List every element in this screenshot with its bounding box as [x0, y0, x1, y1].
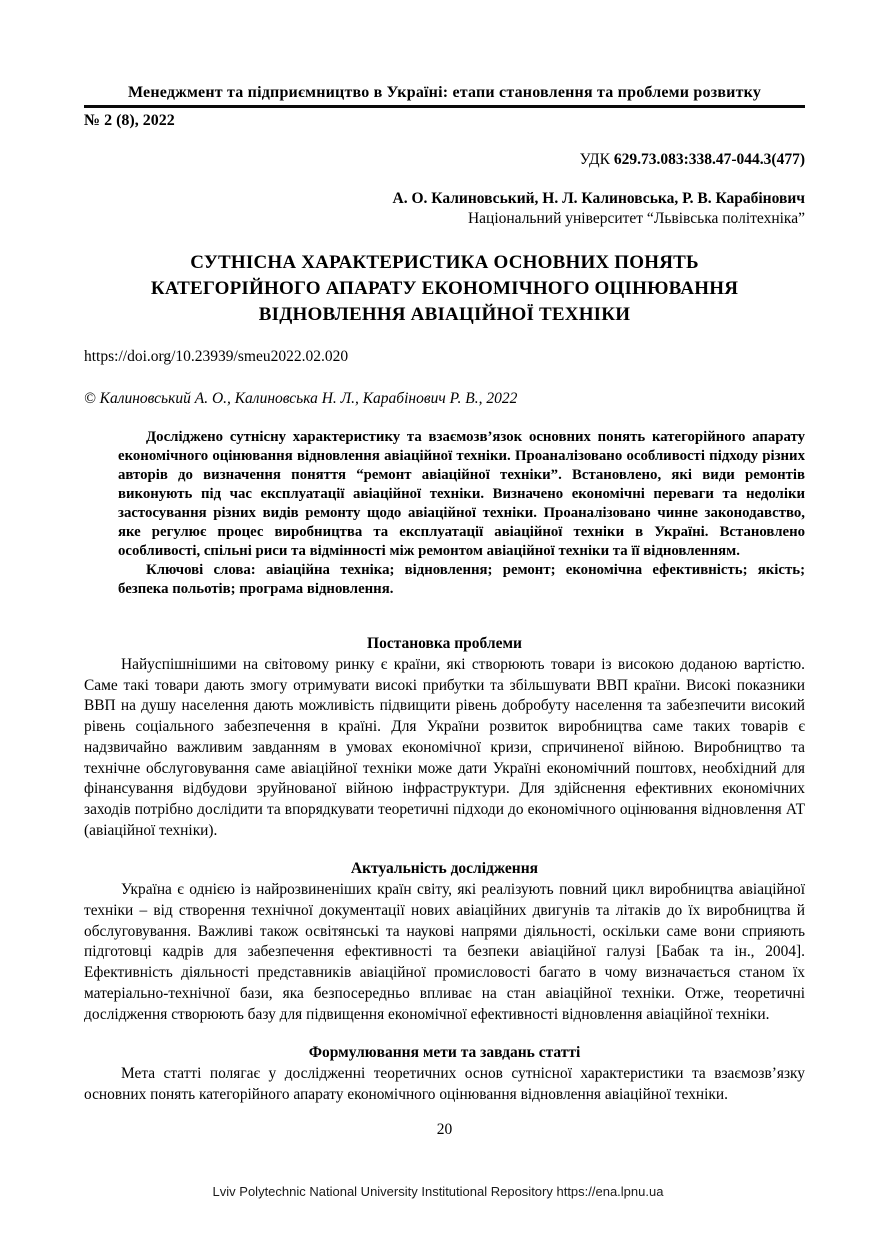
- section-heading-research-relevance: Актуальність дослідження: [350, 860, 539, 878]
- section-goal-formulation: [84, 1044, 805, 1105]
- repository-footer-link[interactable]: Lviv Polytechnic National University Institutional Repository https://ena.lpnu.ua: [212, 1184, 664, 1199]
- section-text-research-relevance: Україна є однією із найрозвиненіших країн світу, які реалізують повний цикл виробництва авіаційної техніки – від створення технічної документації нових авіаційних двигунів та літаків до їх виробництва й обслуговування. Важливі також освітянські та наукові напрями діяльності, оскільки саме вони сприяють підготовці кадрів для забезпечення ефективності та безпеки авіаційної галузі [Бабак та ін., 2004]. Ефективність діяльності представників авіаційної промисловості багато в чому визначається станом їх матеріально-технічної бази, яка безпосередньо впливає на стан авіаційної техніки. Отже, теоретичні дослідження створюють базу для підвищення економічної ефективності відновлення авіаційної техніки.: [84, 881, 805, 1023]
- udc-label: УДК: [579, 151, 614, 168]
- abstract-block: [118, 428, 805, 599]
- affiliation-line: Національний університет “Львівська політехніка”: [467, 210, 805, 227]
- doi-link[interactable]: https://doi.org/10.23939/smeu2022.02.020: [84, 348, 349, 365]
- udc-line: [84, 151, 805, 169]
- journal-issue: № 2 (8), 2022: [84, 112, 175, 129]
- journal-header: [84, 84, 805, 130]
- page-number: 20: [436, 1120, 453, 1138]
- authors-line: А. О. Калиновський, Н. Л. Калиновська, Р. В. Карабінович: [392, 190, 805, 207]
- article-title-line-1: СУТНІСНА ХАРАКТЕРИСТИКА ОСНОВНИХ ПОНЯТЬ: [190, 252, 699, 273]
- article-title-line-2: КАТЕГОРІЙНОГО АПАРАТУ ЕКОНОМІЧНОГО ОЦІНЮВАННЯ: [150, 278, 739, 299]
- doi-line: [84, 348, 805, 366]
- section-research-relevance: [84, 860, 805, 1025]
- article-title-line-3: ВІДНОВЛЕННЯ АВІАЦІЙНОЇ ТЕХНІКИ: [258, 304, 631, 325]
- copyright-line: © Калиновський А. О., Калиновська Н. Л., Карабінович Р. В., 2022: [84, 390, 518, 407]
- abstract-keywords: Ключові слова: авіаційна техніка; відновлення; ремонт; економічна ефективність; якість; безпека польотів; програма відновлення.: [118, 562, 805, 597]
- section-text-problem-statement: Найуспішнішими на світовому ринку є країни, які створюють товари із високою доданою вартістю. Саме такі товари дають змогу отримувати високі прибутки та збільшувати ВВП країни. Високі показники ВВП на душу населення дають можливість підвищити рівень добробуту населення та забезпечити високий рівень соціального забезпечення в країні. Для України розвиток виробництва саме таких товарів є надзвичайно важливим завданням в умовах економічної кризи, спричиненої війною. Виробництво та технічне обслуговування саме авіаційної техніки може дати Україні економічний поштовх, необхідний для фінансування відбудови зруйнованої війною інфраструктури. Для здійснення ефективних економічних заходів потрібно дослідити та впорядкувати теоретичні підходи до економічного оцінювання відновлення АТ (авіаційної техніки).: [84, 656, 805, 839]
- section-heading-goal-formulation: Формулювання мети та завдань статті: [308, 1044, 581, 1062]
- abstract-text: Досліджено сутнісну характеристику та взаємозв’язок основних понять категорійного апарату економічного оцінювання відновлення авіаційної техніки. Проаналізовано особливості підходу різних авторів до визначення поняття “ремонт авіаційної техніки”. Встановлено, які види ремонтів виконують під час експлуатації авіаційної техніки. Визначено економічні переваги та недоліки застосування різних видів ремонту щодо авіаційної техніки. Проаналізовано чинне законодавство, яке регулює процес виробництва та експлуатації авіаційної техніки в Україні. Встановлено особливості, спільні риси та відмінності між ремонтом авіаційної техніки та її відновленням.: [118, 429, 805, 559]
- udc-code: 629.73.083:338.47-044.3(477): [613, 151, 805, 168]
- header-rule: [84, 105, 805, 108]
- section-heading-problem-statement: Постановка проблеми: [367, 635, 522, 652]
- section-problem-statement: [84, 635, 805, 841]
- section-text-goal-formulation: Мета статті полягає у дослідженні теоретичних основ сутнісної характеристики та взаємозв’язку основних понять категорійного апарату економічного оцінювання відновлення авіаційної техніки.: [84, 1065, 805, 1103]
- article-title: [84, 250, 805, 328]
- journal-title: Менеджмент та підприємництво в Україні: етапи становлення та проблеми розвитку: [127, 84, 762, 101]
